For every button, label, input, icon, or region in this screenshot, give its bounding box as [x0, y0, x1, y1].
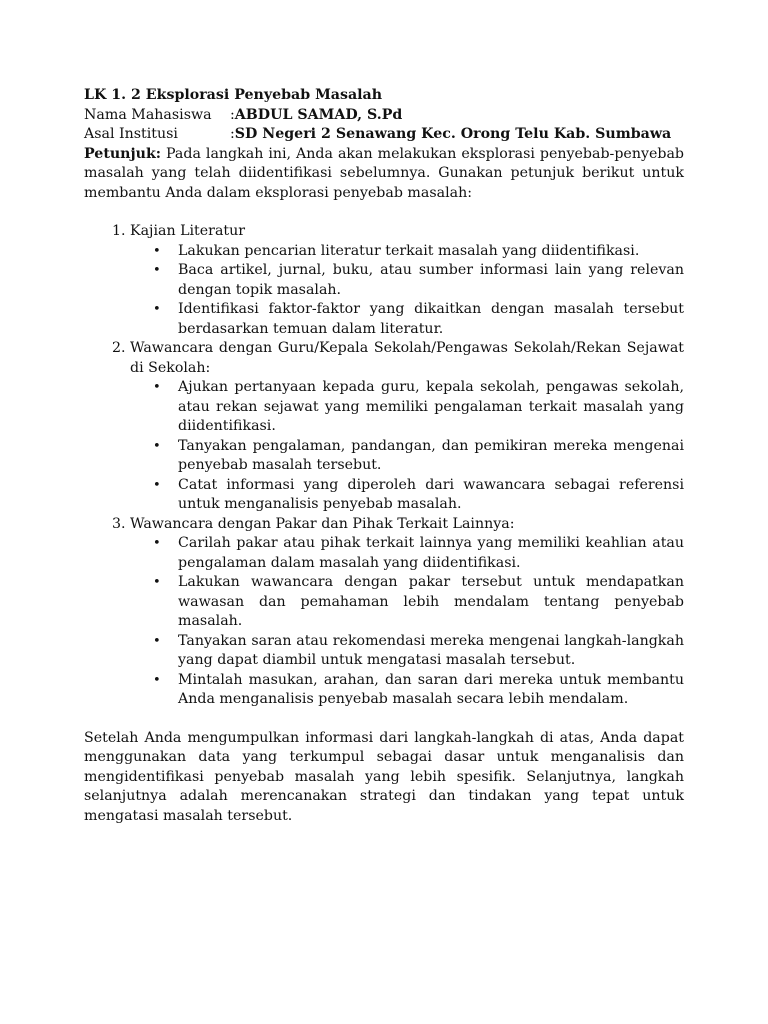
step-item	[130, 222, 684, 339]
meta-institution	[84, 125, 684, 145]
document-title: LK 1. 2 Eksplorasi Penyebab Masalah	[84, 87, 383, 103]
bullet-item: • Ajukan pertanyaan kepada guru, kepala sekolah, pengawas sekolah, atau rekan sejawat yang memiliki pengalaman terkait masalah yang diidentifikasi.	[178, 378, 684, 437]
meta-student-name	[84, 106, 684, 126]
bullet-item: • Identifikasi faktor-faktor yang dikaitkan dengan masalah tersebut berdasarkan temuan dalam literatur.	[178, 300, 684, 339]
step-title: 1. Kajian Literatur	[130, 223, 246, 239]
meta-value: ABDUL SAMAD, S.Pd	[234, 106, 403, 123]
step-title: 2. Wawancara dengan Guru/Kepala Sekolah/Pengawas Sekolah/Rekan Sejawat di Sekolah:	[130, 340, 684, 376]
meta-separator: :	[230, 126, 235, 142]
bullet-item: • Tanyakan saran atau rekomendasi mereka mengenai langkah-langkah yang dapat diambil untuk mengatasi masalah tersebut.	[178, 632, 684, 671]
bullet-item: • Baca artikel, jurnal, buku, atau sumber informasi lain yang relevan dengan topik masalah.	[178, 261, 684, 300]
bullet-item: • Lakukan wawancara dengan pakar tersebut untuk mendapatkan wawasan dan pemahaman lebih mendalam tentang penyebab masalah.	[178, 573, 684, 632]
bullet-item: • Mintalah masukan, arahan, dan saran dari mereka untuk membantu Anda menganalisis penyebab masalah secara lebih mendalam.	[178, 671, 684, 710]
meta-value: SD Negeri 2 Senawang Kec. Orong Telu Kab. Sumbawa	[234, 126, 672, 142]
instructions-text: Pada langkah ini, Anda akan melakukan eksplorasi penyebab-penyebab masalah yang telah diidentifikasi sebelumnya. Gunakan petunjuk berikut untuk membantu Anda dalam eksplorasi penyebab masalah:	[84, 145, 684, 201]
step-title: 3. Wawancara dengan Pakar dan Pihak Terkait Lainnya:	[130, 515, 515, 532]
meta-separator: :	[230, 106, 235, 123]
bullet-list	[130, 242, 684, 340]
step-item	[130, 515, 684, 710]
closing-paragraph: Setelah Anda mengumpulkan informasi dari langkah-langkah di atas, Anda dapat menggunakan data yang terkumpul sebagai dasar untuk menganalisis dan mengidentifikasi penyebab masalah yang lebih spesifik. Selanjutnya, langkah selanjutnya adalah merencanakan strategi dan tindakan yang tepat untuk mengatasi masalah tersebut.	[84, 729, 684, 824]
bullet-item: • Catat informasi yang diperoleh dari wawancara sebagai referensi untuk menganalisis penyebab masalah.	[178, 476, 684, 515]
steps-list	[84, 222, 684, 710]
bullet-item: • Carilah pakar atau pihak terkait lainnya yang memiliki keahlian atau pengalaman dalam masalah yang diidentifikasi.	[178, 534, 684, 573]
bullet-list	[130, 534, 684, 710]
meta-label: Nama Mahasiswa	[84, 106, 212, 123]
instructions-lead: Petunjuk:	[84, 145, 162, 162]
meta-label: Asal Institusi	[84, 126, 178, 142]
bullet-list	[130, 378, 684, 515]
bullet-item: • Lakukan pencarian literatur terkait masalah yang diidentifikasi.	[178, 242, 684, 262]
instructions-paragraph	[84, 145, 684, 204]
step-item	[130, 339, 684, 515]
bullet-item: • Tanyakan pengalaman, pandangan, dan pemikiran mereka mengenai penyebab masalah tersebut.	[178, 437, 684, 476]
